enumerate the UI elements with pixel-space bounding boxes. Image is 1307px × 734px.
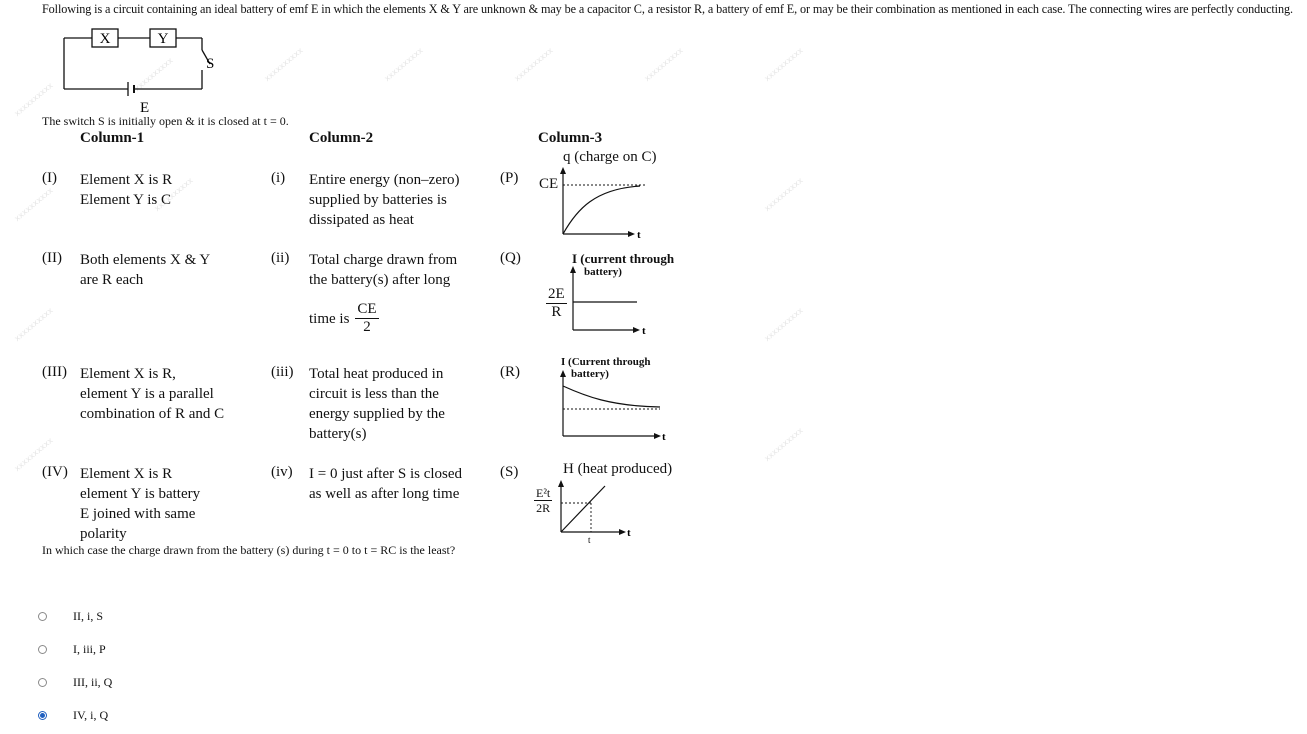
col3-tag-S: (S) <box>500 464 519 480</box>
graph-Q <box>565 262 657 338</box>
graph-Q-xaxis-label: t <box>642 325 646 337</box>
switch-note: The switch S is initially open & it is closed at t = 0. <box>42 114 289 128</box>
graph-Q-ymark: $\frac{2E}{R}$ <box>548 286 565 320</box>
graph-S-xaxis-label: t <box>627 527 631 539</box>
graph-R-xaxis-label: t <box>662 431 666 443</box>
graph-Q-x-arrow <box>633 327 640 333</box>
col1-item-II: Both elements X & Y are R each <box>80 252 211 288</box>
col2-item-ii-fraction-line: time is $\frac{CE}{2}$ <box>309 301 377 335</box>
graph-P-title: q (charge on C) <box>563 149 657 165</box>
graph-S-x-arrow <box>619 529 626 535</box>
col3-tag-R: (R) <box>500 364 520 380</box>
graph-S-title: H (heat produced) <box>563 461 673 477</box>
fraction-ce-over-2: $\frac{CE}{2}$ <box>357 301 377 335</box>
col2-roman-i: (i) <box>271 170 286 186</box>
graph-S <box>553 476 638 548</box>
question-intro: Following is a circuit containing an ideal battery of emf E in which the elements X & Y are unknown & may be a capacitor C, a resistor R, a battery of emf E, or may be their combination as mentioned in each case. The connecting wires are perfectly conducting. <box>42 2 1293 16</box>
circuit-diagram <box>40 22 240 114</box>
option-3-radio[interactable] <box>38 678 47 687</box>
option-2-radio[interactable] <box>38 645 47 654</box>
option-4-label: IV, i, Q <box>73 708 109 722</box>
option-3[interactable] <box>38 675 112 690</box>
column-3-title: Column-3 <box>538 130 603 146</box>
graph-P-y-arrow <box>560 167 566 174</box>
y-label: Y <box>157 31 169 47</box>
col1-item-I: Element X is R Element Y is C <box>80 172 173 208</box>
graph-R-curve <box>563 386 660 407</box>
col2-roman-iv: (iv) <box>271 464 293 480</box>
col2-item-iv: I = 0 just after S is closed as well as after long time <box>309 466 463 502</box>
option-1[interactable] <box>38 609 103 624</box>
col1-roman-III: (III) <box>42 364 67 380</box>
graph-R-x-arrow <box>654 433 661 439</box>
graph-P-ymark: CE <box>539 176 559 192</box>
option-3-label: III, ii, Q <box>73 675 113 689</box>
option-4[interactable] <box>38 708 108 723</box>
graph-R <box>555 366 670 444</box>
battery-label: E <box>140 100 150 114</box>
option-1-radio[interactable] <box>38 612 47 621</box>
switch-label: S <box>206 56 215 72</box>
x-label: X <box>99 31 111 47</box>
graph-S-y-arrow <box>558 480 564 487</box>
option-2[interactable] <box>38 642 106 657</box>
graph-R-y-arrow <box>560 370 566 377</box>
col3-tag-Q: (Q) <box>500 250 521 266</box>
graph-P-curve <box>563 186 640 234</box>
col2-roman-iii: (iii) <box>271 364 294 380</box>
col2-item-iii: Total heat produced in circuit is less than the energy supplied by the battery(s) <box>309 366 445 442</box>
graph-S-xmark: t <box>588 535 591 545</box>
col2-roman-ii: (ii) <box>271 250 290 266</box>
question-text: In which case the charge drawn from the battery (s) during t = 0 to t = RC is the least? <box>42 543 456 557</box>
col1-roman-I: (I) <box>42 170 57 186</box>
graph-Q-title: I (current through battery) <box>572 251 675 278</box>
graph-Q-y-arrow <box>570 266 576 273</box>
graph-S-ymark: $\frac{\text{E²t}}{2R}$ <box>536 486 551 515</box>
graph-R-title: I (Current through battery) <box>561 356 651 380</box>
col1-roman-IV: (IV) <box>42 464 68 480</box>
col1-item-IV: Element X is R element Y is battery E joined with same polarity <box>80 466 201 542</box>
col1-item-III: Element X is R, element Y is a parallel combination of R and C <box>80 366 225 422</box>
option-4-radio[interactable] <box>38 711 47 720</box>
column-1-title: Column-1 <box>80 130 145 146</box>
col3-tag-P: (P) <box>500 170 519 186</box>
graph-S-line <box>561 486 605 532</box>
column-2-title: Column-2 <box>309 130 374 146</box>
option-1-label: II, i, S <box>73 609 103 623</box>
graph-P-x-arrow <box>628 231 635 237</box>
col2-item-ii: Total charge drawn from the battery(s) after long <box>309 252 458 288</box>
graph-P <box>555 164 655 240</box>
option-2-label: I, iii, P <box>73 642 106 656</box>
col2-item-i: Entire energy (non–zero) supplied by batteries is dissipated as heat <box>309 172 460 228</box>
graph-P-xaxis-label: t <box>637 229 641 240</box>
col1-roman-II: (II) <box>42 250 62 266</box>
